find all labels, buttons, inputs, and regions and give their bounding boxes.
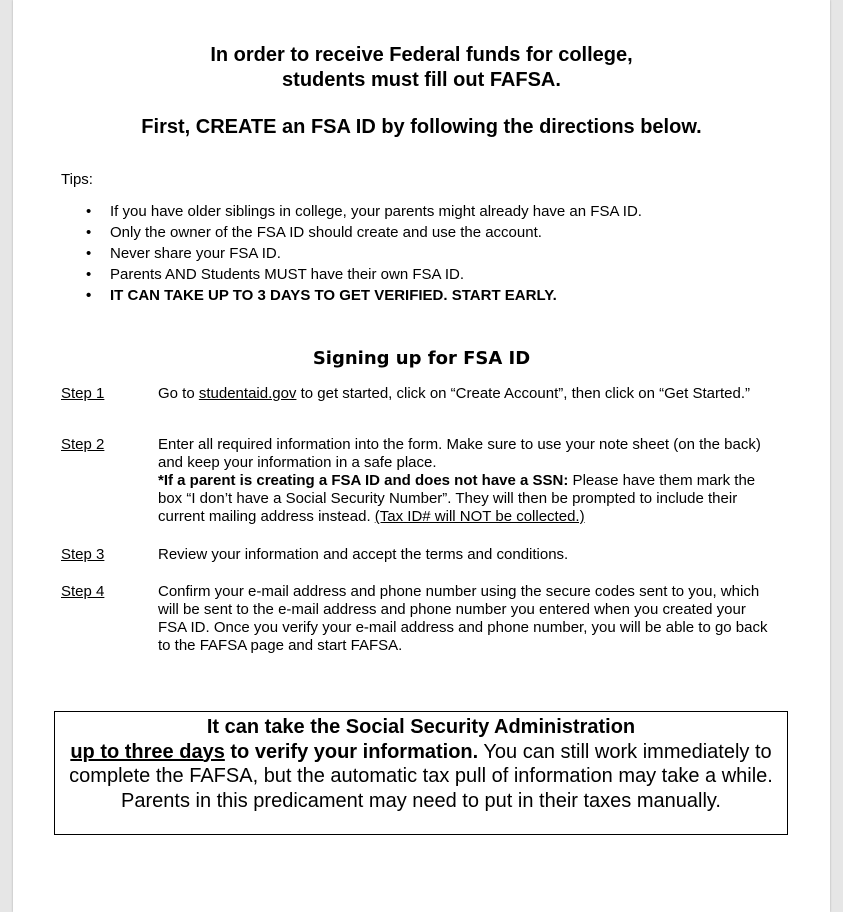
main-heading xyxy=(13,43,830,93)
step-text xyxy=(158,385,778,403)
section-title: Signing up for FSA ID xyxy=(312,348,531,369)
step-label: Step 1 xyxy=(61,385,105,402)
bullet-icon: • xyxy=(86,245,92,262)
list-item xyxy=(83,201,642,222)
step-text xyxy=(158,436,778,526)
heading-line-2: students must fill out FAFSA. xyxy=(282,69,561,91)
bullet-icon: • xyxy=(86,203,92,220)
tips-list xyxy=(83,201,642,306)
step-label: Step 4 xyxy=(61,583,105,600)
callout-box xyxy=(54,711,788,835)
bullet-icon: • xyxy=(86,224,92,241)
callout-body xyxy=(55,740,787,814)
tips-label: Tips: xyxy=(61,171,93,188)
note-bold: *If a parent is creating a FSA ID and does not have a SSN: xyxy=(158,472,569,489)
step-instruction: Enter all required information into the form. Make sure to use your note sheet (on the back) and keep your information in a safe place. xyxy=(158,436,761,471)
callout-underline: up to three days xyxy=(70,740,225,763)
bullet-icon: • xyxy=(86,266,92,283)
tip-text: Only the owner of the FSA ID should create and use the account. xyxy=(110,224,542,241)
heading-line-1: In order to receive Federal funds for college, xyxy=(210,44,633,66)
step-text-part: to get started, click on “Create Account”, then click on “Get Started.” xyxy=(296,385,750,402)
step-label: Step 3 xyxy=(61,546,105,563)
list-item xyxy=(83,285,642,306)
document-page xyxy=(13,0,830,912)
step-text-part: Go to xyxy=(158,385,199,402)
callout-normal: You can still work immediately to complete the FAFSA, but the automatic tax pull of information may take a while. Parents in this predicament may need to put in their taxes manually. xyxy=(69,740,773,812)
bullet-icon: • xyxy=(86,287,92,304)
step-text: Review your information and accept the terms and conditions. xyxy=(158,546,569,563)
tip-text: Never share your FSA ID. xyxy=(110,245,281,262)
list-item xyxy=(83,222,642,243)
tip-text: Parents AND Students MUST have their own FSA ID. xyxy=(110,266,465,283)
tip-text: IT CAN TAKE UP TO 3 DAYS TO GET VERIFIED. START EARLY. xyxy=(110,287,557,304)
studentaid-link[interactable]: studentaid.gov xyxy=(198,385,297,402)
step-label: Step 2 xyxy=(61,436,105,453)
note-underline: (Tax ID# will NOT be collected.) xyxy=(374,508,585,525)
callout-line-1: It can take the Social Security Administration xyxy=(206,716,636,738)
note-text: Please have them mark the box “I don’t have a Social Security Number”. They will then be prompted to include their current mailing address instead. xyxy=(158,472,756,525)
sub-heading: First, CREATE an FSA ID by following the directions below. xyxy=(141,116,702,138)
list-item xyxy=(83,264,642,285)
callout-bold: to verify your information. xyxy=(224,740,479,763)
list-item xyxy=(83,243,642,264)
step-note xyxy=(158,472,778,526)
step-text: Confirm your e-mail address and phone number using the secure codes sent to you, which will be sent to the e-mail address and phone number you entered when you created your FSA ID. Once you verify your e-mail address and phone number, you will be able to go back to the FAFSA page and start FAFSA. xyxy=(158,583,768,654)
tip-text: If you have older siblings in college, your parents might already have an FSA ID. xyxy=(110,203,642,220)
